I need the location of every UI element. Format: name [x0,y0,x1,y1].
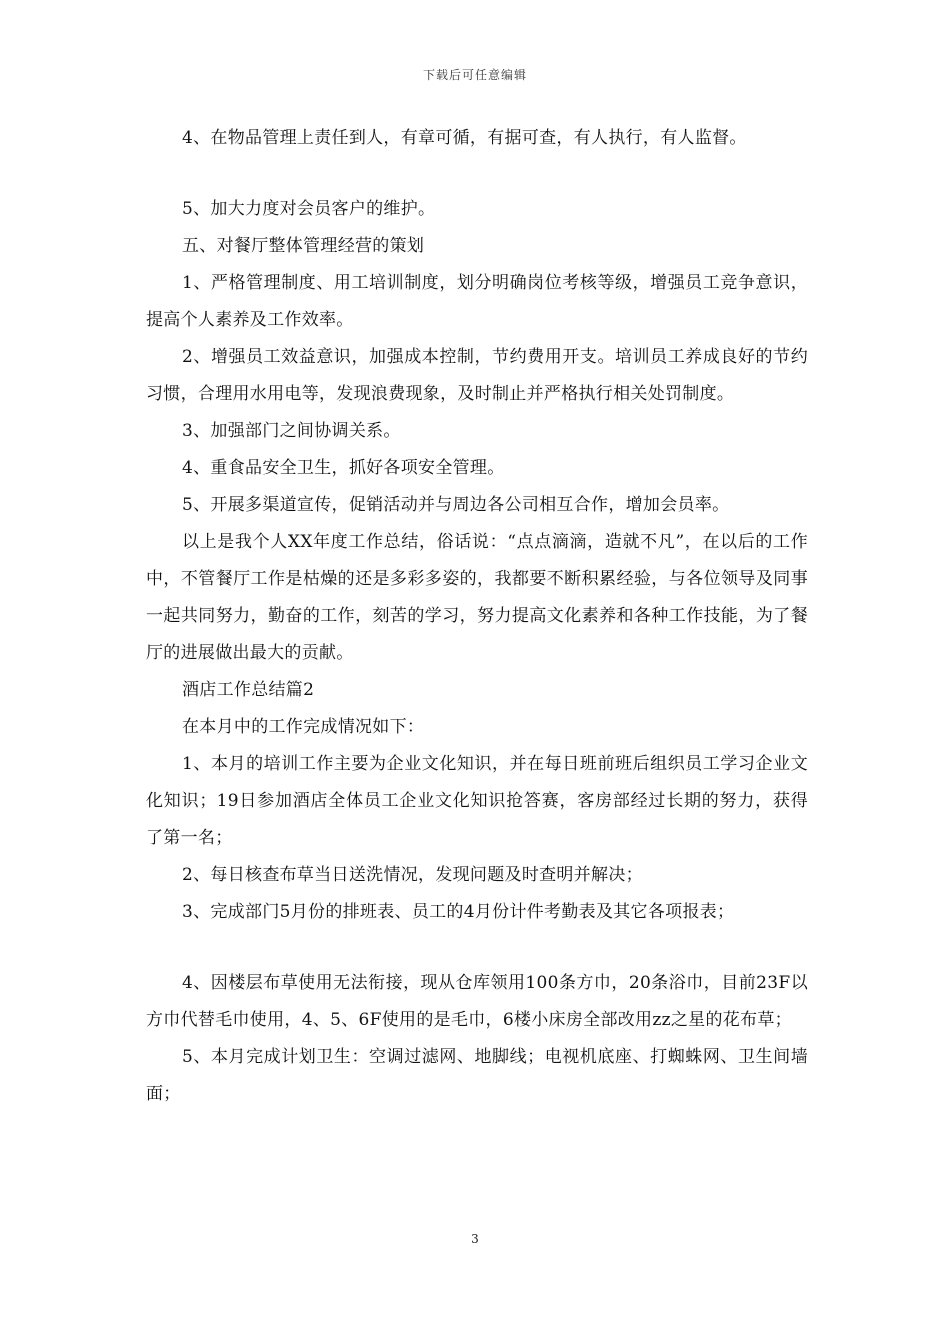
paragraph: 1、严格管理制度、用工培训制度，划分明确岗位考核等级，增强员工竞争意识，提高个人素养及工作效率。 [146,273,808,330]
paragraph: 3、加强部门之间协调关系。 [182,421,401,441]
paragraph: 在本月中的工作完成情况如下： [182,717,425,737]
paragraph: 2、每日核查布草当日送洗情况，发现问题及时查明并解决； [182,865,643,885]
section-heading: 五、对餐厅整体管理经营的策划 [182,236,425,256]
section-heading: 酒店工作总结篇2 [182,680,315,700]
paragraph: 5、本月完成计划卫生：空调过滤网、地脚线；电视机底座、打蜘蛛网、卫生间墙面； [146,1047,808,1104]
paragraph: 以上是我个人XX年度工作总结，俗话说：“点点滴滴，造就不凡”，在以后的工作中，不管餐厅工作是枯燥的还是多彩多姿的，我都要不断积累经验，与各位领导及同事一起共同努力，勤奋的工作，刻苦的学习，努力提高文化素养和各种工作技能，为了餐厅的进展做出最大的贡献。 [146,532,808,663]
paragraph: 3、完成部门5月份的排班表、员工的4月份计件考勤表及其它各项报表； [182,902,735,922]
paragraph: 5、开展多渠道宣传，促销活动并与周边各公司相互合作，增加会员率。 [182,495,730,515]
page-header: 下载后可任意编辑 [422,68,527,82]
page-number: 3 [471,1232,479,1246]
paragraph: 4、因楼层布草使用无法衔接，现从仓库领用100条方巾，20条浴巾，目前23F以方巾代替毛巾使用，4、5、6F使用的是毛巾，6楼小床房全部改用zz之星的花布草； [146,973,808,1030]
paragraph: 1、本月的培训工作主要为企业文化知识，并在每日班前班后组织员工学习企业文化知识；19日参加酒店全体员工企业文化知识抢答赛，客房部经过长期的努力，获得了第一名； [146,754,808,848]
paragraph: 2、增强员工效益意识，加强成本控制，节约费用开支。培训员工养成良好的节约习惯，合理用水用电等，发现浪费现象，及时制止并严格执行相关处罚制度。 [146,347,808,404]
paragraph: 5、加大力度对会员客户的维护。 [182,199,436,219]
document-body [146,120,808,1113]
paragraph: 4、在物品管理上责任到人，有章可循，有据可查，有人执行，有人监督。 [182,128,747,148]
paragraph: 4、重食品安全卫生，抓好各项安全管理。 [182,458,505,478]
